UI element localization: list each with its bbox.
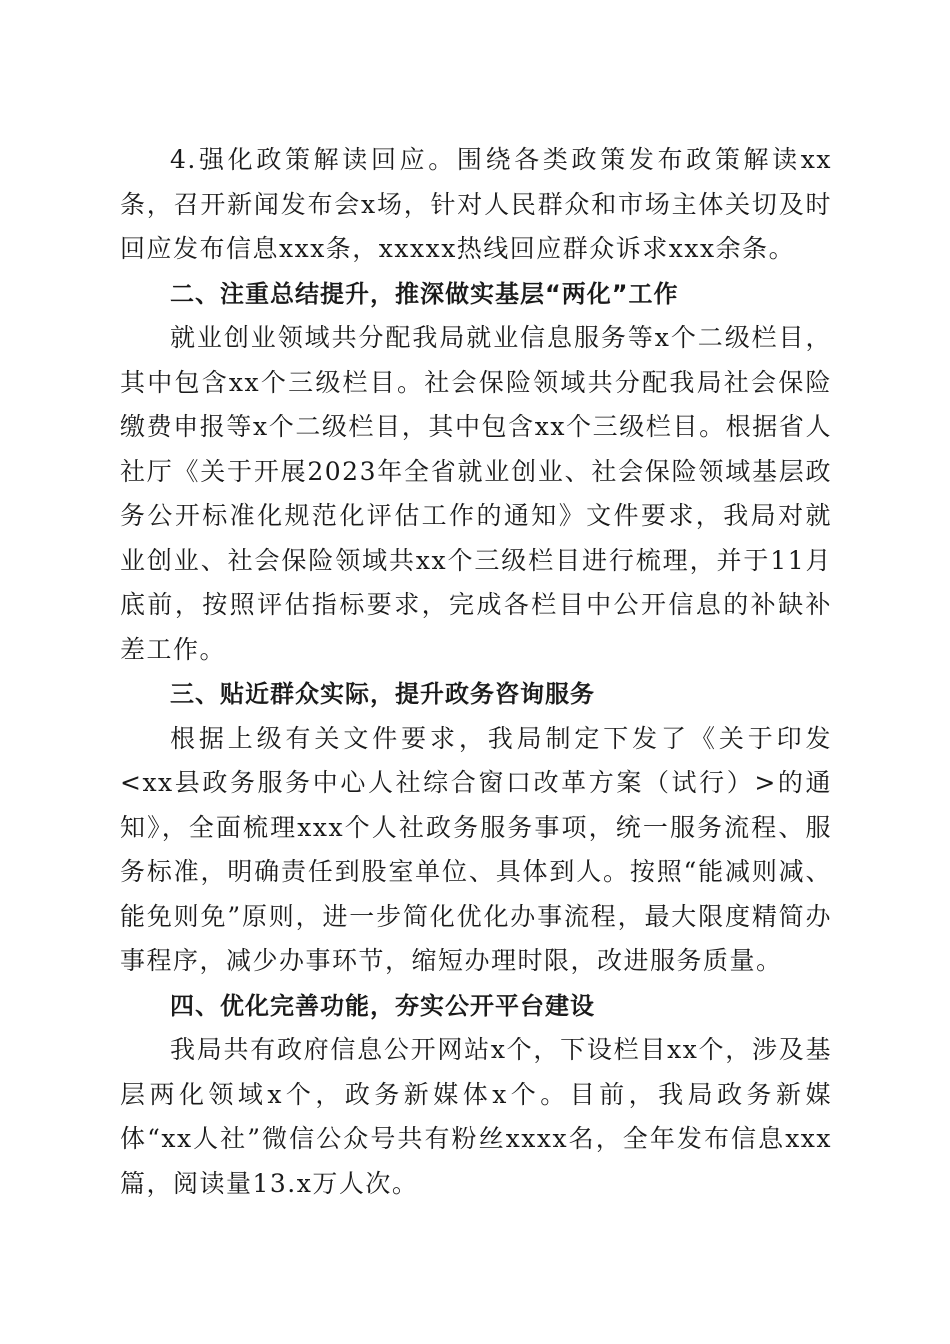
heading-section-three: 三、贴近群众实际，提升政务咨询服务 <box>170 680 595 708</box>
heading-section-four: 四、优化完善功能，夯实公开平台建设 <box>170 991 595 1020</box>
paragraph-section-four: 我局共有政府信息公开网站x个，下设栏目xx个，涉及基层两化领域x个，政务新媒体x个。目前，我局政务新媒体“xx人社”微信公众号共有粉丝xxxx名，全年发布信息xxx篇，阅读量13.x万人次。 <box>120 1035 832 1198</box>
paragraph-section-two: 就业创业领域共分配我局就业信息服务等x个二级栏目，其中包含xx个三级栏目。社会保险领域共分配我局社会保险缴费申报等x个二级栏目，其中包含xx个三级栏目。根据省人社厅《关于开展2023年全省就业创业、社会保险领域基层政务公开标准化规范化评估工作的通知》文件要求，我局对就业创业、社会保险领域共xx个三级栏目进行梳理，并于11月底前，按照评估指标要求，完成各栏目中公开信息的补缺补差工作。 <box>120 323 832 664</box>
heading-section-two: 二、注重总结提升，推深做实基层“两化”工作 <box>170 279 679 308</box>
paragraph-policy-interpretation: 4.强化政策解读回应。围绕各类政策发布政策解读xx条，召开新闻发布会x场，针对人民群众和市场主体关切及时回应发布信息xxx条，xxxxx热线回应群众诉求xxx余条。 <box>120 145 832 263</box>
paragraph-section-three: 根据上级有关文件要求，我局制定下发了《关于印发<xx县政务服务中心人社综合窗口改革方案（试行）>的通知》，全面梳理xxx个人社政务服务事项，统一服务流程、服务标准，明确责任到股室单位、具体到人。按照“能减则减、能免则免”原则，进一步简化优化办事流程，最大限度精简办事程序，减少办事环节，缩短办理时限，改进服务质量。 <box>120 723 832 975</box>
document-page <box>120 138 832 1206</box>
